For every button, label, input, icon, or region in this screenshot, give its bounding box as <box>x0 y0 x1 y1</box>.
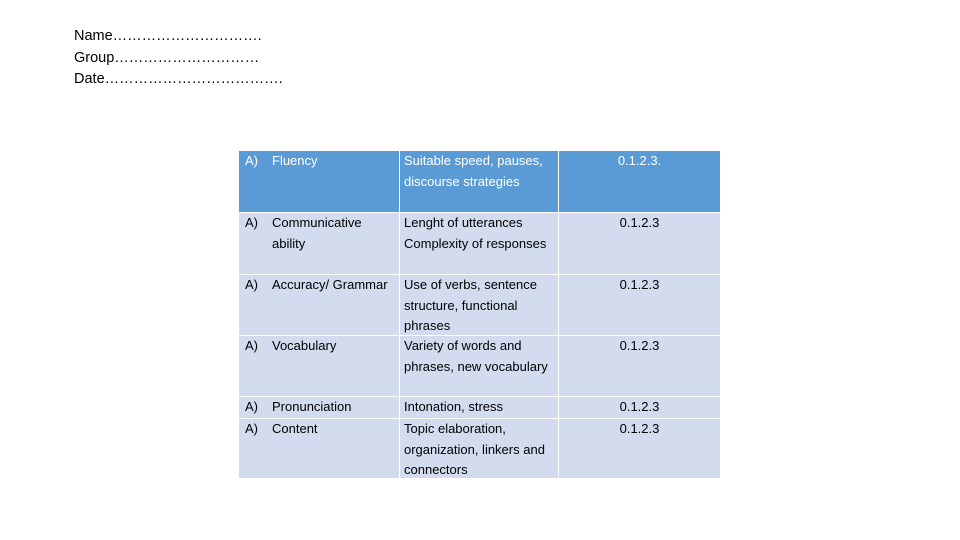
criterion-cell <box>239 213 400 274</box>
rubric-row <box>239 397 720 418</box>
criterion-name: Pronunciation <box>272 399 352 414</box>
criterion-name: Communicative ability <box>272 215 362 251</box>
criterion-letter: A) <box>245 153 258 168</box>
score-cell: 0.1.2.3. <box>559 151 720 212</box>
description-cell: Use of verbs, sentence structure, functional phrases <box>400 275 559 335</box>
rubric-row <box>239 336 720 396</box>
score-cell: 0.1.2.3 <box>559 419 720 478</box>
score-cell: 0.1.2.3 <box>559 275 720 335</box>
criterion-letter: A) <box>245 277 258 292</box>
name-line: Name…………………………. <box>74 28 262 44</box>
criterion-name: Vocabulary <box>272 338 337 353</box>
group-line: Group………………………… <box>74 49 260 66</box>
criterion-name: Fluency <box>272 153 318 168</box>
score-cell: 0.1.2.3 <box>559 397 720 418</box>
description-cell: Variety of words and phrases, new vocabulary <box>400 336 559 396</box>
date-line: Date………………………………. <box>74 71 283 87</box>
rubric-row <box>239 419 720 478</box>
criterion-name: Content <box>272 421 318 436</box>
score-cell: 0.1.2.3 <box>559 213 720 274</box>
description-cell: Lenght of utterances Complexity of responses <box>400 213 559 274</box>
criterion-letter: A) <box>245 421 258 436</box>
description-cell: Topic elaboration, organization, linkers and connectors <box>400 419 559 478</box>
criterion-cell <box>239 336 400 396</box>
score-cell: 0.1.2.3 <box>559 336 720 396</box>
student-info-header <box>74 26 283 91</box>
criterion-letter: A) <box>245 399 258 414</box>
criterion-letter: A) <box>245 215 258 230</box>
rubric-row <box>239 275 720 335</box>
criterion-name: Accuracy/ Grammar <box>272 277 388 292</box>
rubric-row <box>239 151 720 212</box>
description-cell: Suitable speed, pauses, discourse strategies <box>400 151 559 212</box>
criterion-cell <box>239 275 400 335</box>
criterion-letter: A) <box>245 338 258 353</box>
criterion-cell <box>239 419 400 478</box>
rubric-row <box>239 213 720 274</box>
criterion-cell <box>239 151 400 212</box>
description-cell: Intonation, stress <box>400 397 559 418</box>
criterion-cell <box>239 397 400 418</box>
